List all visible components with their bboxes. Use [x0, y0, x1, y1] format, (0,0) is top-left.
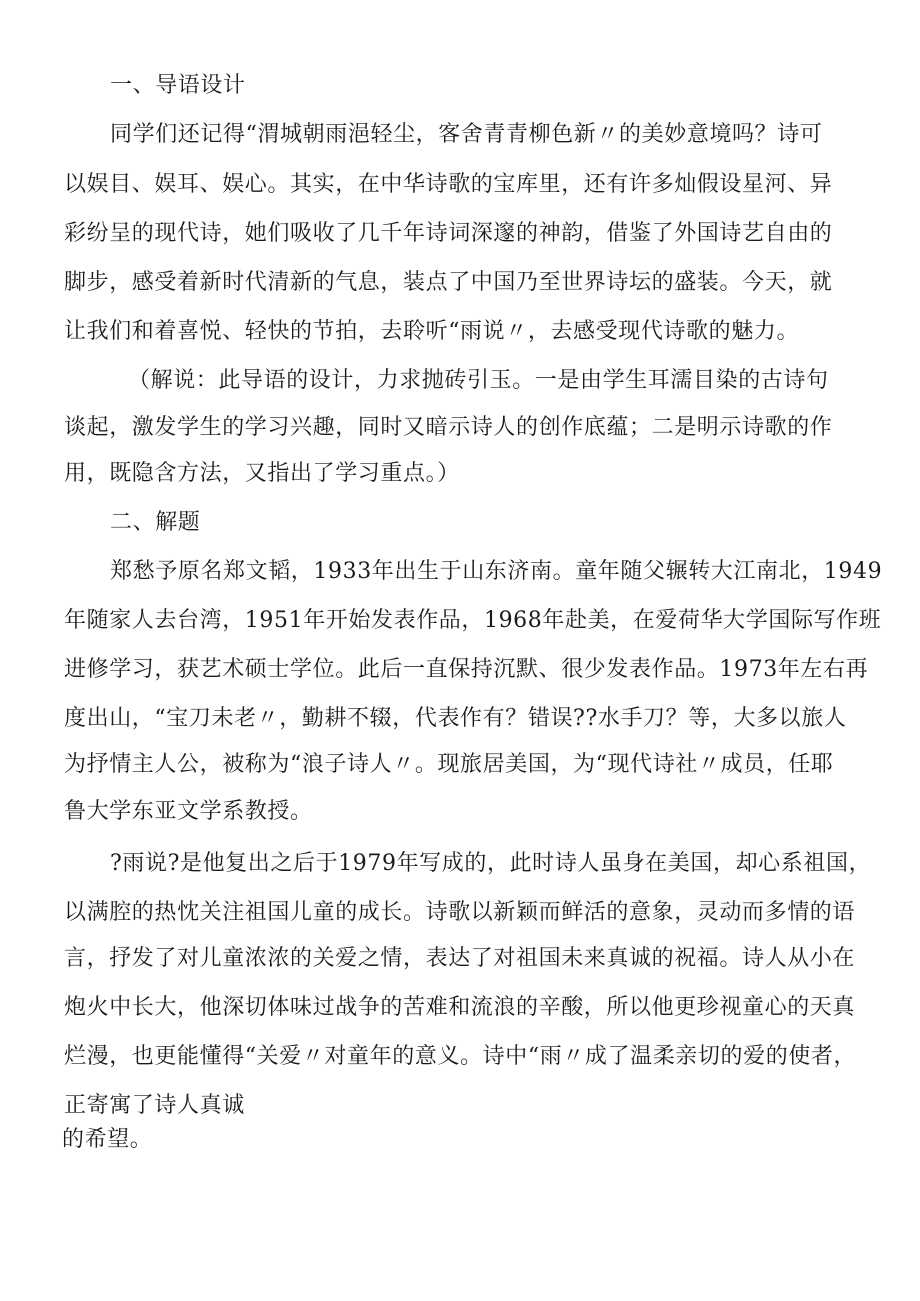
paragraph-line: 谈起，激发学生的学习兴趣，同时又暗示诗人的创作底蕴；二是明示诗歌的作: [64, 415, 833, 440]
paragraph-line: 以娱目、娱耳、娱心。其实，在中华诗歌的宝库里，还有许多灿假设星河、异: [64, 172, 833, 197]
paragraph-line: 让我们和着喜悦、轻快的节拍，去聆听“雨说〃，去感受现代诗歌的魅力。: [64, 319, 800, 344]
paragraph-line: 烂漫，也更能懂得“关爱〃对童年的意义。诗中“雨〃成了温柔亲切的爱的使者，: [64, 1044, 857, 1069]
section-heading-title-explain: 二、解题: [110, 510, 201, 535]
paragraph-line: ?雨说?是他复出之后于1979年写成的，此时诗人虽身在美国，却心系祖国，: [110, 851, 872, 876]
paragraph-line: 脚步，感受着新时代清新的气息，装点了中国乃至世界诗坛的盛装。今天，就: [64, 270, 833, 295]
paragraph-line: 郑愁予原名郑文韬，1933年出生于山东济南。童年随父辗转大江南北，1949: [110, 559, 883, 584]
paragraph-line: 度出山，“宝刀未老〃，勤耕不辍，代表作有？错误??水手刀？等，大多以旅人: [64, 706, 847, 731]
paragraph-line: 炮火中长大，他深切体味过战争的苦难和流浪的辛酸，所以他更珍视童心的天真: [64, 995, 856, 1020]
paragraph-line: 的希望。: [62, 1127, 153, 1152]
section-heading-intro: 一、导语设计: [110, 73, 246, 98]
paragraph-line: 年随家人去台湾，1951年开始发表作品，1968年赴美，在爱荷华大学国际写作班: [64, 608, 882, 633]
paragraph-line: 彩纷呈的现代诗，她们吸收了几千年诗词深邃的神韵，借鉴了外国诗艺自由的: [64, 221, 833, 246]
paragraph-line: （解说：此导语的设计，力求抛砖引玉。一是由学生耳濡目染的古诗句: [128, 368, 829, 393]
paragraph-line: 为抒情主人公，被称为“浪子诗人〃。现旅居美国，为“现代诗社〃成员，任耶: [64, 752, 834, 777]
paragraph-line: 正寄寓了诗人真诚: [64, 1093, 245, 1118]
paragraph-line: 进修学习，获艺术硕士学位。此后一直保持沉默、很少发表作品。1973年左右再: [64, 657, 869, 682]
paragraph-line: 以满腔的热忱关注祖国儿童的成长。诗歌以新颖而鲜活的意象，灵动而多情的语: [64, 900, 856, 925]
paragraph-line: 鲁大学东亚文学系教授。: [64, 799, 313, 824]
paragraph-line: 同学们还记得“渭城朝雨浥轻尘，客舍青青柳色新〃的美妙意境吗？诗可: [110, 122, 823, 147]
paragraph-line: 用，既隐含方法，又指出了学习重点。）: [64, 461, 460, 486]
paragraph-line: 言，抒发了对儿童浓浓的关爱之情，表达了对祖国未来真诚的祝福。诗人从小在: [64, 946, 856, 971]
